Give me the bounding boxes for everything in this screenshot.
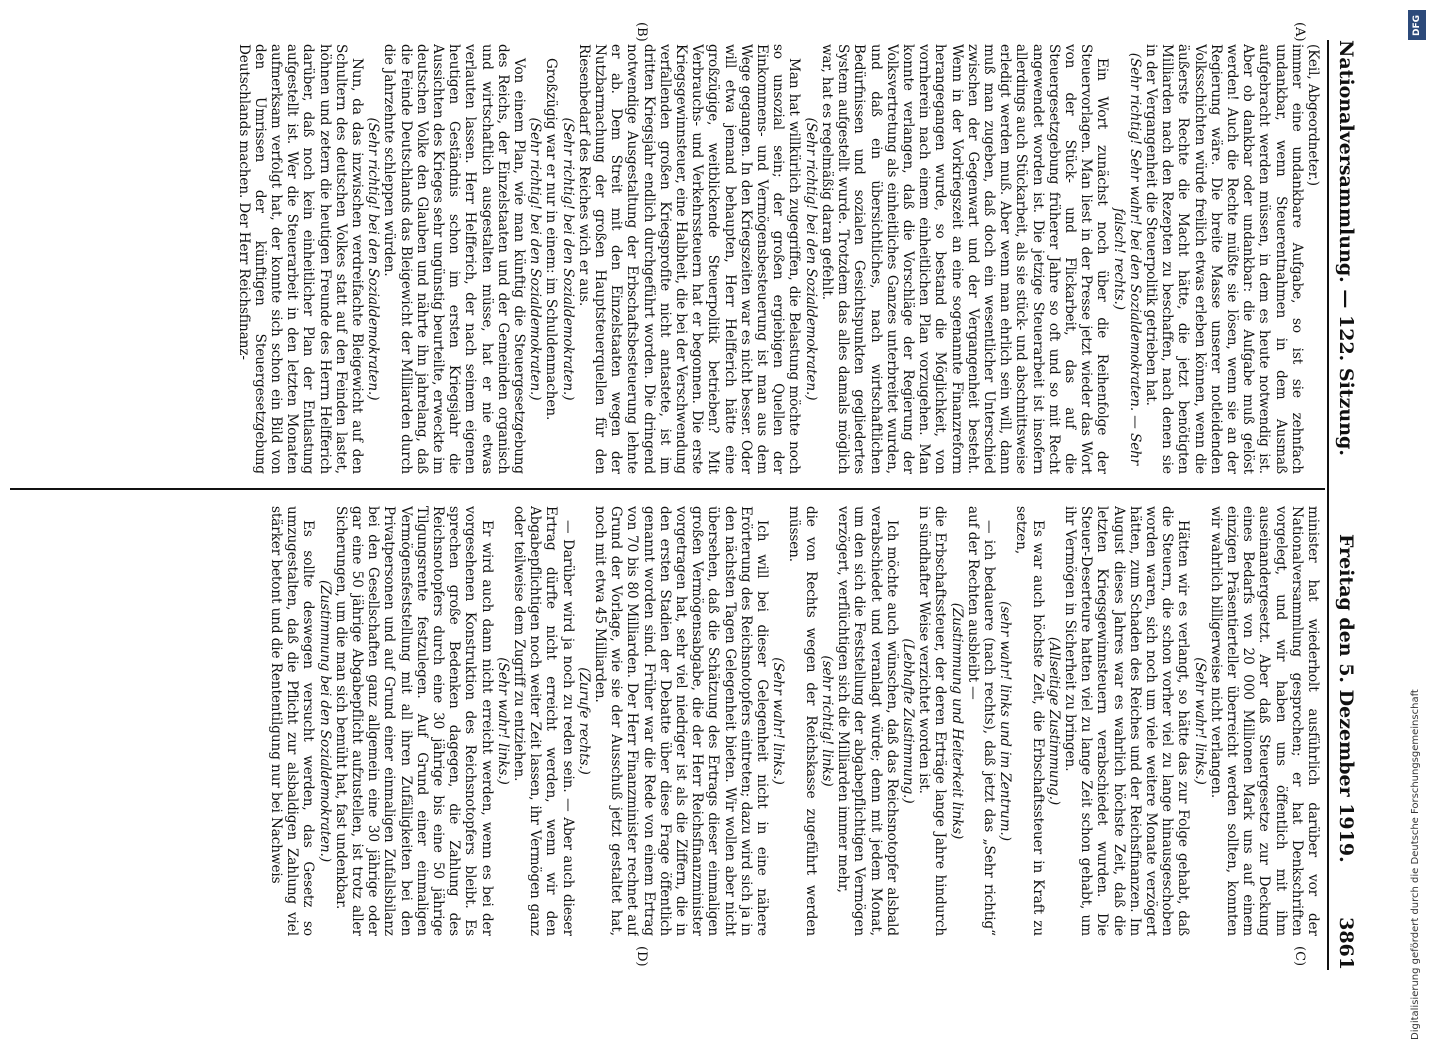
paragraph: minister hat wiederholt ausführlich darüber vor der Nationalversammlung gesprochen; er hat Denkschriften vorgelegt, und wir haben uns öffentlich mit ihm auseinandergesetzt. Aber daß Steuergesetze zur Deckung eines Bedarfs von 20 000 Millionen Mark uns auf einem einzigen Präsentierteller überreicht werden sollten, konnten wir wahrlich billigerweise nicht verlangen.: [1207, 506, 1321, 936]
paragraph: — ich bedauere (nach rechts), daß jetzt das „Sehr richtig“ auf der Rechten ausbleibt —: [964, 506, 997, 936]
paragraph: die von Rechts wegen der Reichskasse zugeführt werden müssen.: [786, 506, 819, 936]
interjection: (Zurufe rechts.): [575, 667, 592, 775]
paragraph: Großzügig war er nur in einem: im Schuldenmachen.: [543, 58, 560, 421]
interjection: (Zustimmung bei den Sozialdemokraten.): [316, 579, 333, 863]
paragraph: Von einem Plan, wie man künftig die Steuergesetzgebung des Reichs, der Einzelstaaten und der Gemeinden organisch und wirtschaftlich ausgestalten müsse, hat er nie etwas verlauten lassen. Herr Helfferich, der nach seinem eigenen heutigen Geständnis schon im ersten Kriegsjahr die Aussichten des Krieges sehr ungünstig beurteilte, erweckte im deutschen Volke den Glauben und nährte ihn jahrelang, daß die Feinde Deutschlands das Bleigewicht der Milliarden durch die Jahrzehnte schleppen würden.: [381, 44, 528, 474]
interjection: (Sehr richtig! bei den Sozialdemokraten.): [527, 117, 544, 401]
margin-mark-b: (B): [634, 22, 649, 42]
paragraph: Ich will bei dieser Gelegenheit nicht in eine nähere Erörterung des Reichsnotopfers eintreten; dazu wird sich ja in den nächsten Tagen Gelegenheit bieten. Wir wollen aber nicht übersehen, daß die Schätzung des Ertrags dieser einmaligen großen Vermögensabgabe, die der Herr Reichsfinanzminister vorgetragen hat, sehr viel niedriger ist als die Ziffern, die in den ersten Stadien der Debatte über diese Frage öffentlich genannt worden sind. Früher war die Rede von einem Ertrag von 70 bis 80 Milliarden. Der Herr Finanzminister rechnet auf Grund der Vorlage, wie sie der Ausschuß jetzt gestaltet hat, noch mit etwa 45 Milliarden.: [592, 506, 771, 936]
margin-mark-c: (C): [1292, 946, 1307, 967]
paragraph: Nun, da das inzwischen verdreifachte Bleigewicht auf den Schultern des deutschen Volkes statt auf den Feinden lastet, höhnen und zetern die heutigen Freunde des Herrn Helfferich darüber, daß noch kein einheitlicher Plan der Entlastung aufgestellt ist. Wer die Steuerarbeit in den letzten Monaten aufmerksam verfolgt hat, der konnte sich schon ein Bild von den Umrissen der künftigen Steuergesetzgebung Deutschlands machen. Der Herr Reichsfinanz-: [235, 44, 366, 474]
paragraph: Er wird auch dann nicht erreicht werden, wenn es bei der vorgesehenen Konstruktion des Reichsnotopfers bleibt. Es sprechen große Bedenken dagegen, die Zahlung des Reichsnotopfers durch eine 30 jährige bis eine 50 jährige Tilgungsrente festzulegen. Auf Grund einer einmaligen Vermögensfeststellung mit all ihren Zufälligkeiten bei den Privatpersonen und auf Grund einer einmaligen Zufallsbilanz bei den Gesellschaften ganz allgemein eine 30 jährige oder gar eine 50 jährige Abgabepflicht aufzustellen, ist trotz aller Sicherungen, um die man sich bemüht hat, fast undenkbar.: [332, 506, 495, 936]
paragraph: Ein Wort zunächst noch über die Reihenfolge der Steuervorlagen. Man liest in der Presse jetzt wieder das Wort von der Stück- und Flickarbeit, das auf die Steuergesetzgebung früherer Jahre so oft und so mit Recht angewendet worden ist. Die jetzige Steuerarbeit ist insofern allerdings auch Stückarbeit, als sie stück- und abschnittsweise erledigt werden muß. Aber wenn man ehrlich sein will, dann muß man zugeben, daß doch ein wesentlicher Unterschied zwischen der Gegenwart und der Vergangenheit besteht. Wenn in der Vorkriegszeit an eine sogenannte Finanzreform herangegangen wurde, so bestand die Möglichkeit, von vornherein nach einem einheitlichen Plan vorzugehen. Man konnte verlangen, daß die Vorschläge der Regierung der Volksvertretung als einheitliches Ganzes unterbreitet wurden, und daß ein übersichtliches, nach wirtschaftlichen Bedürfnissen und sozialen Gesichtspunkten gegliedertes System aufgestellt wurde. Trotzdem das alles damals möglich war, hat es regelmäßig daran gefehlt.: [818, 44, 1111, 474]
digitization-watermark: [1404, 4, 1430, 1040]
margin-mark-a: (A): [1292, 22, 1307, 42]
interjection: (sehr wahr! links und im Zentrum.): [997, 601, 1014, 841]
interjection: (Sehr wahr! links.): [770, 657, 787, 785]
column-divider: [10, 488, 1325, 490]
left-column: [11, 44, 1321, 474]
interjection: (Sehr wahr! links.): [494, 657, 511, 785]
interjection: (Lebhafte Zustimmung.): [899, 638, 916, 804]
interjection: (Sehr richtig! bei den Sozialdemokraten.): [365, 117, 382, 401]
interjection: (Sehr richtig! bei den Sozialdemokraten.): [559, 117, 576, 401]
right-column: [11, 506, 1321, 936]
header-title: Nationalversammlung. — 122. Sitzung.: [1335, 40, 1357, 456]
interjection: (Allseitige Zustimmung.): [1045, 636, 1062, 806]
paragraph: — Darüber wird ja noch zu reden sein. — Aber auch dieser Ertrag dürfte nicht erreicht werden, wenn wir den Abgabepflichtigen noch weiter Zeit lassen, ihr Vermögen ganz oder teilweise dem Zugriff zu entziehen.: [511, 506, 576, 936]
dfg-logo: DFG: [1408, 10, 1426, 40]
paragraph: Man hat willkürlich zugegriffen, die Belastung möchte noch so unsozial sein; der großen ergiebigen Quellen der Einkommens- und Vermögensbesteuerung ist man aus dem Wege gegangen. In den Kriegszeiten war es nicht besser. Oder will etwa jemand behaupten, Herr Helfferich hätte eine großzügige, weitblickende Steuerpolitik betrieben? Mit Verbrauchs- und Verkehrssteuern hat er begonnen. Die erste Kriegsgewinnsteuer, eine Halbheit, die bei der Verschwendung verfallenden großen Kriegsprofite nicht antastete, ist im dritten Kriegsjahr endlich durchgeführt worden. Die dringend notwendige Ausgestaltung der Erbschaftsbesteuerung lehnte er ab. Dem Streit mit den Einzelstaaten wegen der Nutzbarmachung der großen Hauptsteuerquellen für den Riesenbedarf des Reiches wich er aus.: [575, 44, 803, 474]
speaker-line: (Keil, Abgeordneter.): [1305, 44, 1321, 186]
header-date: Freitag den 5. Dezember 1919.: [1335, 533, 1357, 863]
interjection: (Sehr wahr! links.): [1191, 657, 1208, 785]
paragraph: Ich möchte auch wünschen, daß das Reichsnotopfer alsbald verabschiedet und veranlagt würde; denn mit jedem Monat, um den sich die Feststellung der abgabepflichtigen Vermögen verzögert, verflüchtigen sich die Milliarden immer mehr,: [835, 506, 900, 936]
interjection: (Zustimmung und Heiterkeit links): [948, 602, 965, 840]
page-header: [1327, 40, 1363, 970]
paragraph: die Erbschaftssteuer, der deren Erträge lange Jahre hindurch in sündhafter Weise verzichtet worden ist.: [916, 506, 949, 936]
interjection: (Sehr richtig! Sehr wahr! bei den Sozialdemokraten. — Sehr falsch! rechts.): [1110, 52, 1143, 466]
paragraph: Hätten wir es verlangt, so hätte das zur Folge gehabt, daß die Steuern, die schon vorher viel zu lange hinausgeschoben worden waren, sich noch um viele weitere Monate verzögert hätten, zum Schaden des Reiches und der Reichsfinanzen. Im August dieses Jahres war es wahrlich höchste Zeit, daß die letzten Kriegsgewinnsteuern verabschiedet wurden. Die Steuer-Deserteure hatten viel zu lange Zeit schon gehabt, um ihr Vermögen in Sicherheit zu bringen.: [1061, 506, 1192, 936]
margin-mark-d: (D): [634, 946, 649, 967]
page-number: 3861: [1335, 917, 1357, 970]
watermark-text: Digitalisierung gefördert durch die Deutsche Forschungsgemeinschaft: [1410, 689, 1421, 1040]
paragraph: Es sollte deswegen versucht werden, das Gesetz so umzugestalten, daß die Pflicht zur alsbaldigen Zahlung viel stärker betont und die Rententilgung nur bei Nachweis: [268, 506, 317, 936]
interjection: (sehr richtig! links): [818, 655, 835, 787]
paragraph: Es war auch höchste Zeit, die Erbschaftssteuer in Kraft zu setzen,: [1013, 506, 1046, 936]
interjection: (Sehr richtig! bei den Sozialdemokraten.): [802, 117, 819, 401]
paragraph: immer eine undankbare Aufgabe, so ist sie zehnfach undankbar, wenn Steuerentnahmen in dem Ausmaß aufgebracht werden müssen, in dem es heute notwendig ist. Aber ob dankbar oder undankbar: die Aufgabe muß gelöst werden! Auch die Rechte müßte sie lösen, wenn sie an der Regierung wäre. Die breite Masse unserer notleidenden Volksschichten würde freilich etwas erleben können, wenn die äußerste Rechte die Macht hätte, die jetzt benötigten Milliarden nach den Rezepten zu beschaffen, nach denen sie in der Vergangenheit die Steuerpolitik getrieben hat.: [1142, 44, 1305, 474]
